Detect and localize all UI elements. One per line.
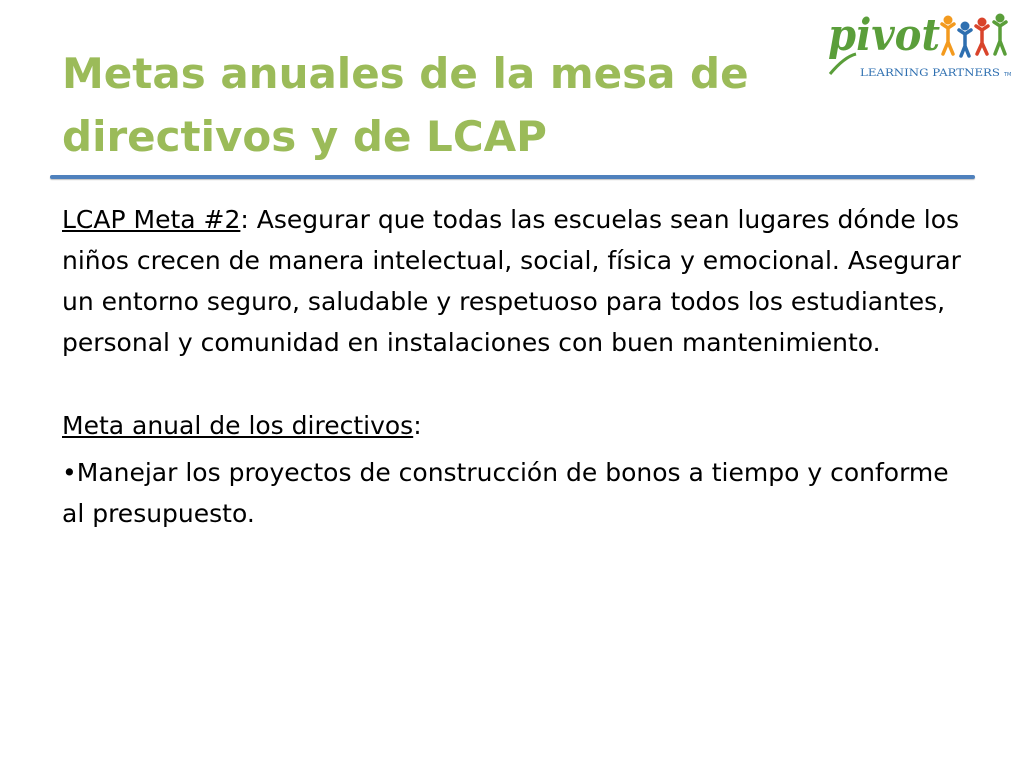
annual-goal-colon: : bbox=[413, 411, 422, 440]
annual-goal-heading bbox=[62, 405, 962, 446]
slide-title bbox=[62, 42, 802, 168]
bullet-text: Manejar los proyectos de construcción de bonos a tiempo y conforme al presupuesto. bbox=[62, 458, 949, 528]
title-divider bbox=[50, 175, 975, 179]
bullet-marker: • bbox=[62, 458, 77, 487]
lcap-goal-paragraph bbox=[62, 199, 962, 363]
slide-body bbox=[62, 199, 962, 534]
title-line-1: Metas anuales de la mesa de bbox=[62, 49, 749, 98]
lcap-goal-text: Asegurar que todas las escuelas sean lugares dónde los niños crecen de manera intelectual, social, física y emocional. Asegurar un entorno seguro, saludable y respetuoso para todos los estudiantes, personal y comunidad en instalaciones con buen mantenimiento. bbox=[62, 205, 961, 357]
logo-tagline: LEARNING PARTNERS bbox=[860, 68, 1001, 79]
bullet-item bbox=[62, 452, 962, 534]
title-line-2: directivos y de LCAP bbox=[62, 112, 547, 161]
logo-trademark: TM bbox=[1004, 72, 1012, 78]
lcap-goal-label: LCAP Meta #2 bbox=[62, 205, 241, 234]
annual-goal-label: Meta anual de los directivos bbox=[62, 411, 414, 440]
people-figures-icon bbox=[942, 14, 1006, 57]
logo-word: pivot bbox=[828, 10, 940, 61]
pivot-learning-partners-logo bbox=[826, 6, 1016, 80]
lcap-goal-colon: : bbox=[240, 205, 249, 234]
